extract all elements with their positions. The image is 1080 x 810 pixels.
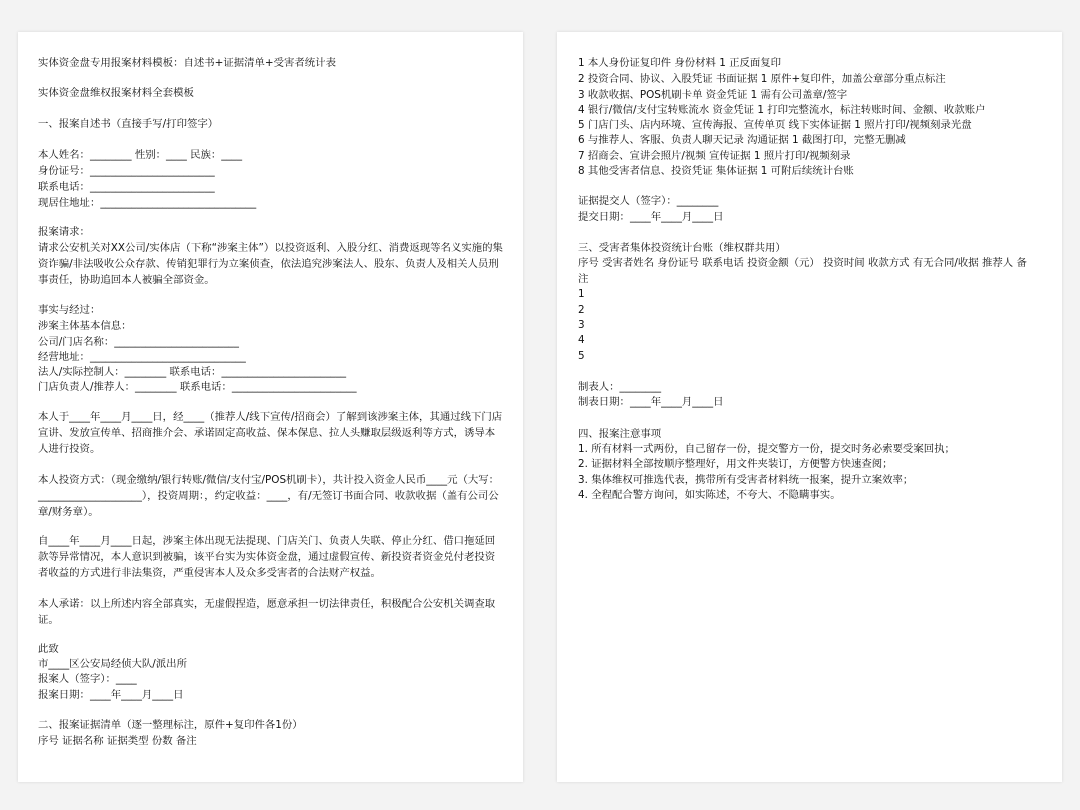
section-3-heading: 三、受害者集体投资统计台账（维权群共用） <box>578 242 786 254</box>
section-4-heading: 四、报案注意事项 <box>578 428 662 440</box>
entity-info-label: 涉案主体基本信息： <box>38 320 132 332</box>
section-2-heading: 二、报案证据清单（逐一整理标注，原件+复印件各1份） <box>38 719 303 731</box>
promise-paragraph: 本人承诺：以上所述内容全部真实，无虚假捏造，愿意承担一切法律责任，积极配合公安机关调查取证。 <box>38 598 496 626</box>
table-row: 3 <box>578 319 585 331</box>
evidence-item: 6 与推荐人、客服、负责人聊天记录 沟通证据 1 截图打印，完整无删减 <box>578 134 906 146</box>
business-address-line: 经营地址：______________________________ <box>38 351 246 363</box>
section-1-heading: 一、报案自述书（直接手写/打印签字） <box>38 118 219 130</box>
evidence-submitter-line: 证据提交人（签字）：________ <box>578 195 719 207</box>
report-date-line: 报案日期：____年____月____日 <box>38 689 184 701</box>
phone-line: 联系电话：________________________ <box>38 181 215 193</box>
table-row: 2 <box>578 304 585 316</box>
facts-heading: 事实与经过： <box>38 304 101 316</box>
table-maker-line: 制表人：________ <box>578 381 662 393</box>
note-item: 4. 全程配合警方询问，如实陈述，不夸大、不隐瞒事实。 <box>578 489 841 501</box>
company-name-line: 公司/门店名称：________________________ <box>38 336 239 348</box>
request-heading: 报案请求： <box>38 226 90 238</box>
evidence-item: 2 投资合同、协议、入股凭证 书面证据 1 原件+复印件，加盖公章部分重点标注 <box>578 73 946 85</box>
note-item: 2. 证据材料全部按顺序整理好，用文件夹装订，方便警方快速查阅； <box>578 458 893 470</box>
police-station-line: 市____区公安局经侦大队/派出所 <box>38 658 187 670</box>
evidence-item: 5 门店门头、店内环境、宣传海报、宣传单页 线下实体证据 1 照片打印/视频刻录光盘 <box>578 119 972 131</box>
evidence-item: 1 本人身份证复印件 身份材料 1 正反面复印 <box>578 57 782 69</box>
evidence-item: 3 收款收据、POS机刷卡单 资金凭证 1 需有公司盖章/签字 <box>578 89 848 101</box>
legal-person-line: 法人/实际控制人：________ 联系电话：________________________ <box>38 366 347 378</box>
note-item: 1. 所有材料一式两份，自己留存一份，提交警方一份，提交时务必索要受案回执； <box>578 443 955 455</box>
submit-date-line: 提交日期：____年____月____日 <box>578 211 724 223</box>
table-date-line: 制表日期：____年____月____日 <box>578 396 724 408</box>
document-title: 实体资金盘专用报案材料模板：自述书+证据清单+受害者统计表 <box>38 57 336 69</box>
name-gender-ethnicity-line: 本人姓名：________ 性别：____ 民族：____ <box>38 149 243 161</box>
note-item: 3. 集体维权可推选代表，携带所有受害者材料统一报案，提升立案效率； <box>578 474 914 486</box>
table-row: 5 <box>578 350 585 362</box>
store-head-line: 门店负责人/推荐人：________ 联系电话：________________________ <box>38 381 357 393</box>
investment-paragraph: 本人投资方式：（现金缴纳/银行转账/微信/支付宝/POS机刷卡），共计投入资金人民币____元（大写：____________________），投资周期：，约定收益：____，有/无签订书面合同、收款收据（盖有公司公章/财务章）。 <box>38 474 500 518</box>
id-number-line: 身份证号：________________________ <box>38 165 215 177</box>
request-text: 请求公安机关对XX公司/实体店（下称“涉案主体”）以投资返利、入股分红、消费返现等名义实施的集资诈骗/非法吸收公众存款、传销犯罪行为立案侦查，依法追究涉案法人、股东、负责人及相关人员刑事责任，协助追回本人被骗全部资金。 <box>38 242 503 286</box>
fact-paragraph: 本人于____年____月____日，经____（推荐人/线下宣传/招商会）了解到该涉案主体，其通过线下门店宣讲、发放宣传单、招商推介会、承诺固定高收益、保本保息、拉人头赚取层级返利等方式，诱导本人进行投资。 <box>38 411 503 455</box>
reporter-signature-line: 报案人（签字）：____ <box>38 673 137 685</box>
abnormal-situation-paragraph: 自____年____月____日起，涉案主体出现无法提现、门店关门、负责人失联、停止分红、借口拖延回款等异常情况，本人意识到被骗，该平台实为实体资金盘，通过虚假宣传、新投资者资金兑付老投资者收益的方式进行非法集资，严重侵害本人及众多受害者的合法财产权益。 <box>38 535 496 579</box>
document-subtitle: 实体资金盘维权报案材料全套模板 <box>38 87 194 99</box>
evidence-item: 4 银行/微信/支付宝转账流水 资金凭证 1 打印完整流水，标注转账时间、金额、收款账户 <box>578 104 986 116</box>
cizhi-label: 此致 <box>38 643 59 655</box>
evidence-item: 8 其他受害者信息、投资凭证 集体证据 1 可附后续统计台账 <box>578 165 854 177</box>
address-line: 现居住地址：______________________________ <box>38 197 257 209</box>
table-row: 1 <box>578 288 585 300</box>
evidence-item: 7 招商会、宣讲会照片/视频 宣传证据 1 照片打印/视频刻录 <box>578 150 851 162</box>
statistics-table-header: 序号 受害者姓名 身份证号 联系电话 投资金额（元） 投资时间 收款方式 有无合同/收据 推荐人 备 <box>578 257 1027 269</box>
evidence-list-header: 序号 证据名称 证据类型 份数 备注 <box>38 735 197 747</box>
statistics-table-header-wrap: 注 <box>578 273 589 285</box>
table-row: 4 <box>578 334 585 346</box>
